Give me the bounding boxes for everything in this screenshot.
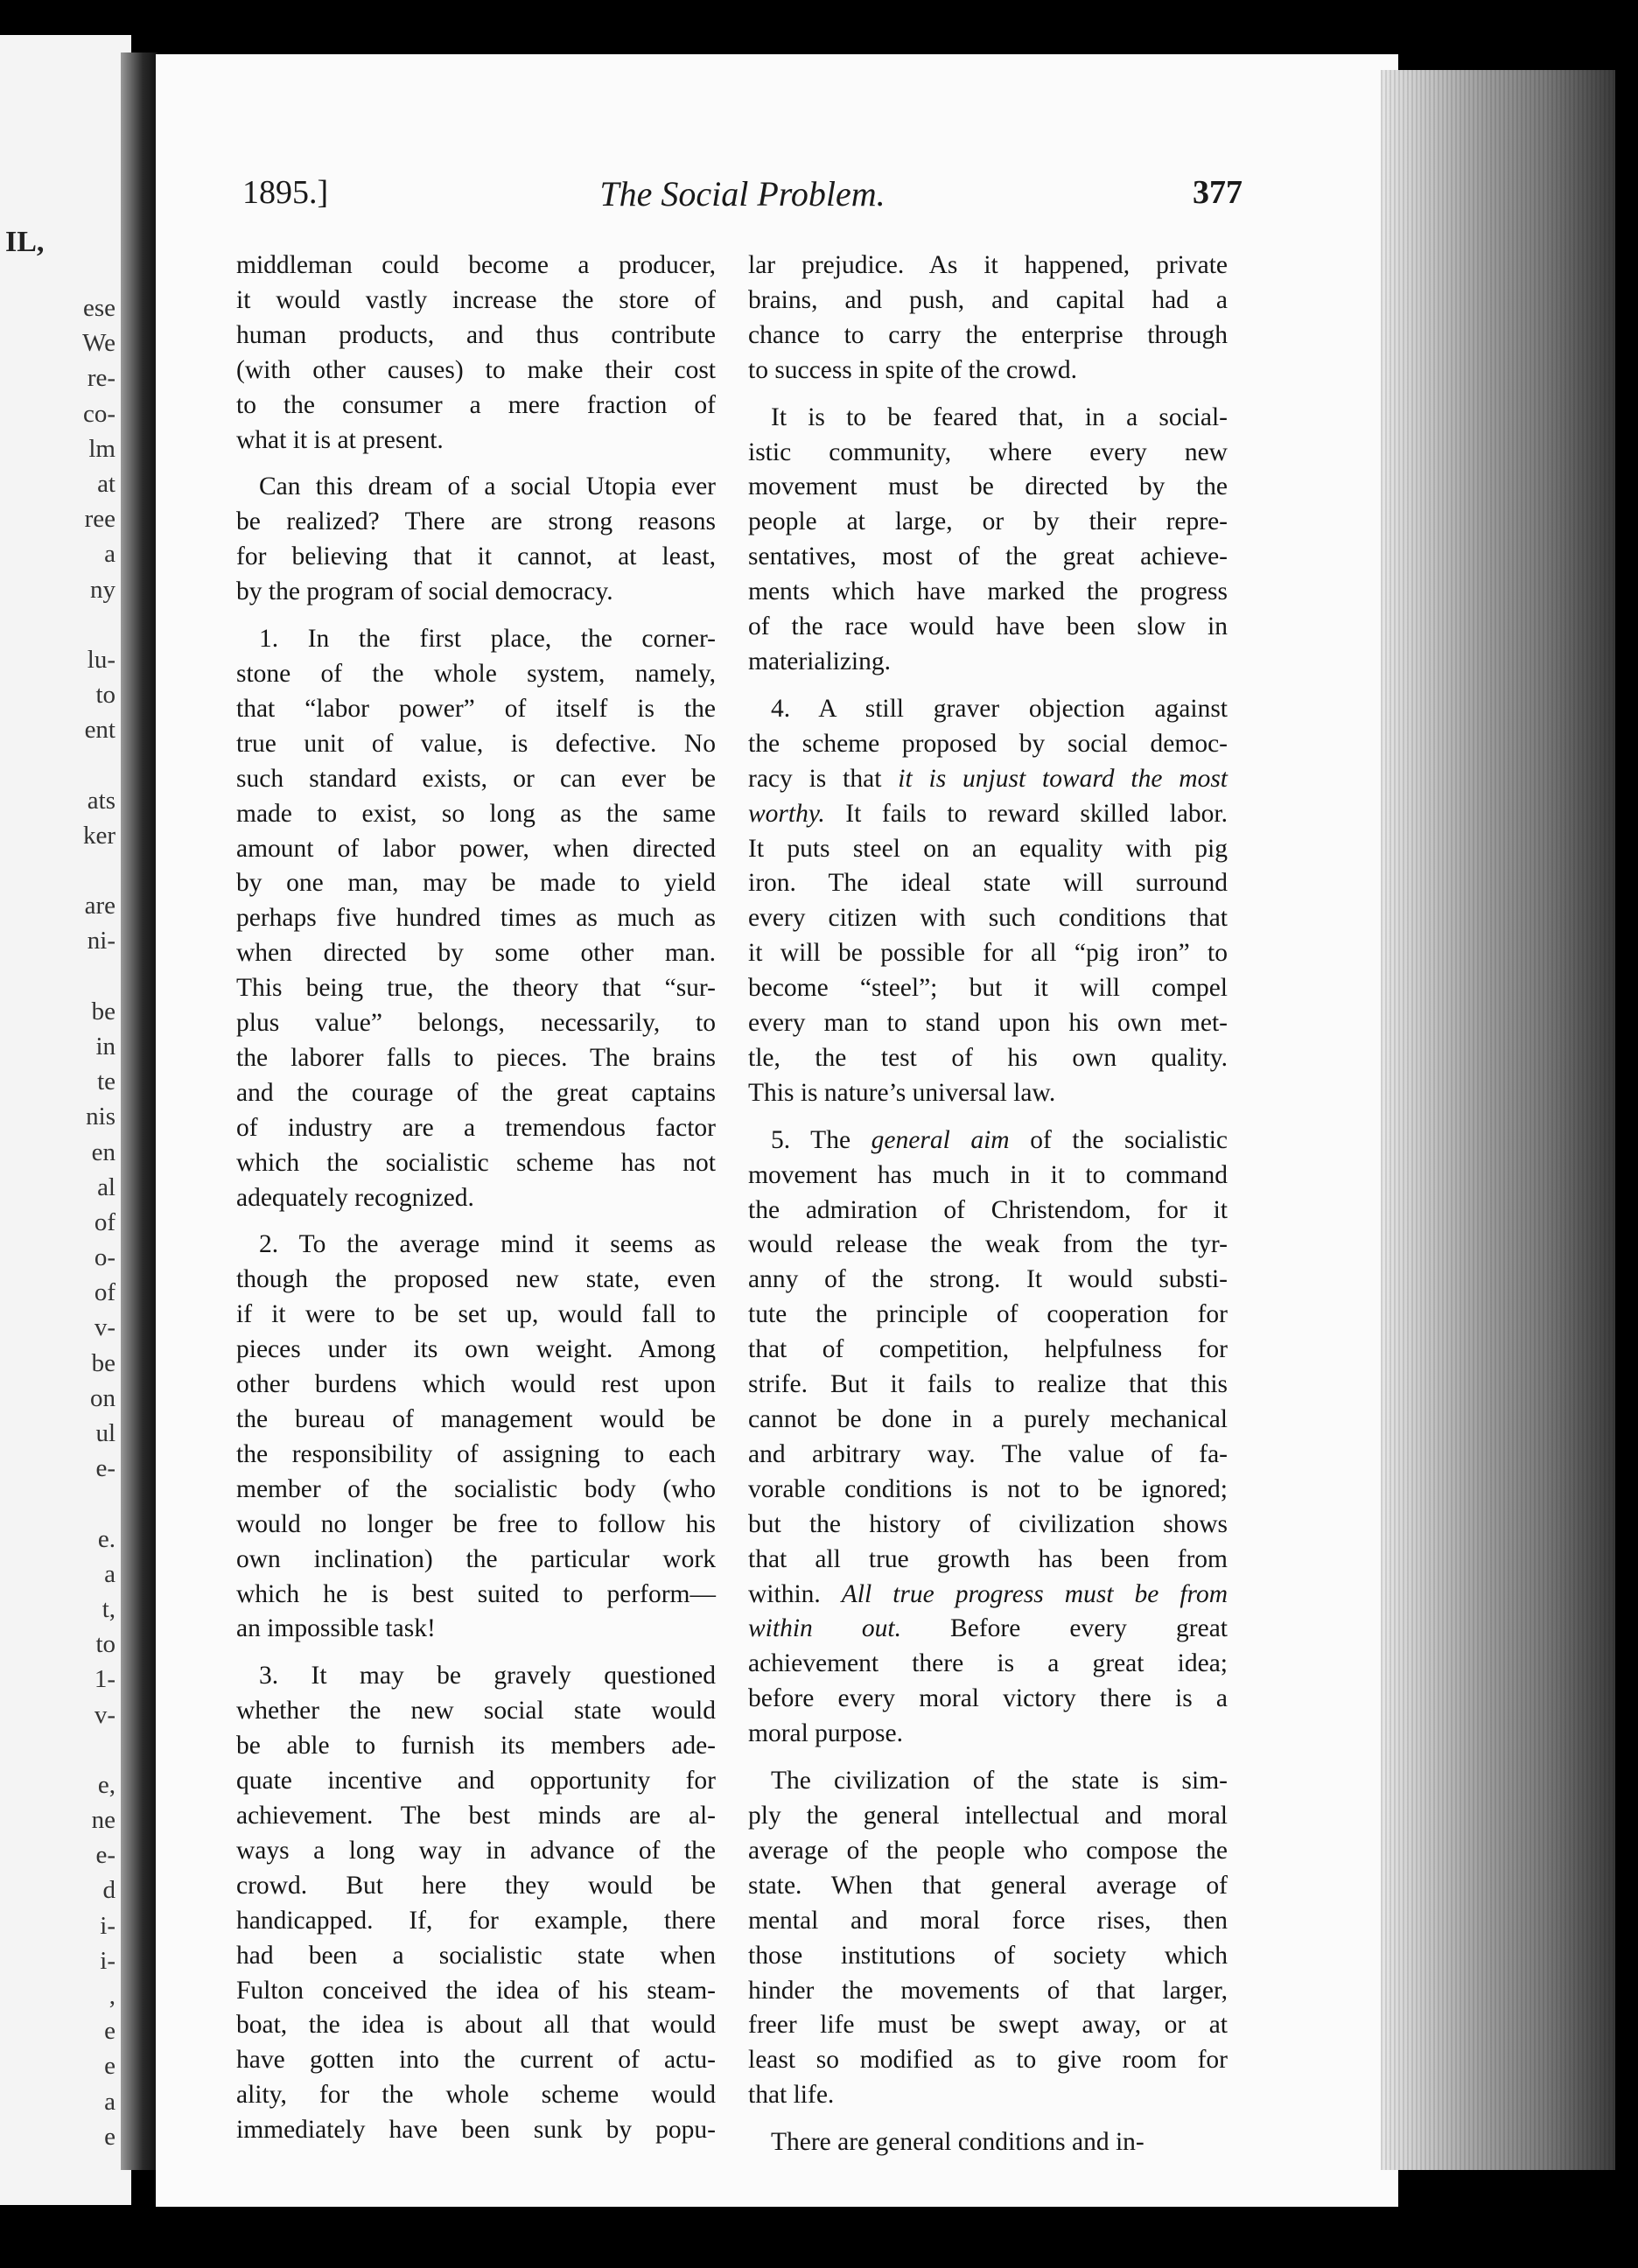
text-line: would no longer be free to follow his <box>236 1509 716 1538</box>
text-line: tle, the test of his own quality. <box>748 1043 1228 1072</box>
text-line: strife. But it fails to realize that this <box>748 1370 1228 1399</box>
text-line: become “steel”; but it will compel <box>748 974 1228 1003</box>
text-line: an impossible task! <box>236 1614 436 1643</box>
text-line: member of the socialistic body (who <box>236 1474 716 1503</box>
previous-page-fragment: ni- <box>87 927 116 956</box>
text-line: racy is that it is unjust toward the most <box>748 764 1228 793</box>
text-line: to the consumer a mere fraction of <box>236 390 716 419</box>
text-line: worthy. It fails to reward skilled labor. <box>748 799 1228 828</box>
text-line: freer life must be swept away, or at <box>748 2011 1228 2040</box>
page-year: 1895.] <box>242 174 329 211</box>
previous-page-fragment: to <box>95 1630 116 1659</box>
previous-page-fragment: ree <box>84 505 116 534</box>
previous-page-fragment: are <box>84 892 116 920</box>
paragraph-civilization <box>748 1764 1228 2113</box>
previous-page-fragment <box>0 1486 116 1521</box>
text-line: achievement there is a great idea; <box>748 1649 1228 1678</box>
text-line: This is nature’s universal law. <box>748 1078 1056 1107</box>
previous-page-fragment: be <box>91 1348 116 1377</box>
text-line: for believing that it cannot, at least, <box>236 542 716 571</box>
text-line: adequately recognized. <box>236 1183 474 1212</box>
text-line: average of the people who compose the <box>748 1836 1228 1865</box>
previous-page-fragment: ne <box>91 1806 116 1835</box>
text-line: that “labor power” of itself is the <box>236 694 716 723</box>
text-line: and arbitrary way. The value of fa- <box>748 1439 1228 1468</box>
text-line: the bureau of management would be <box>236 1405 716 1433</box>
previous-page-fragment: 1- <box>94 1665 116 1694</box>
text-line: 4. A still graver objection against <box>771 694 1228 723</box>
text-line: within out. Before every great <box>748 1614 1228 1643</box>
previous-page-fragment: ker <box>82 821 116 850</box>
previous-page-fragment: ese <box>82 294 116 322</box>
text-line: least so modified as to give room for <box>748 2046 1228 2075</box>
previous-page-fragment: e- <box>95 1841 116 1870</box>
previous-page-fragment: a <box>104 540 116 569</box>
book-gutter <box>121 52 158 2170</box>
text-line: immediately have been sunk by popu- <box>236 2116 716 2145</box>
text-line: by the program of social democracy. <box>236 578 613 606</box>
right-text-column <box>748 248 1228 2160</box>
text-line: handicapped. If, for example, there <box>236 1906 716 1935</box>
previous-page-fragment: lu- <box>87 645 116 674</box>
previous-page-fragment: at <box>97 469 116 498</box>
text-line: istic community, where every new <box>748 438 1228 466</box>
previous-page <box>0 35 131 2205</box>
previous-page-fragment: d <box>102 1876 116 1905</box>
text-line: when directed by some other man. <box>236 939 716 968</box>
text-line: own inclination) the particular work <box>236 1544 716 1573</box>
previous-page-fragment: ats <box>87 786 116 815</box>
emphasis-text: it is unjust toward the most <box>898 764 1228 793</box>
previous-page-fragment <box>0 959 116 994</box>
text-line: would release the weak from the tyr- <box>748 1230 1228 1259</box>
text-line: stone of the whole system, namely, <box>236 659 716 688</box>
text-line: true unit of value, is defective. No <box>236 729 716 758</box>
text-line: movement must be directed by the <box>748 472 1228 501</box>
previous-page-fragment: te <box>97 1068 116 1096</box>
paragraph-general-aim <box>748 1124 1228 1752</box>
text-line: It puts steel on an equality with pig <box>748 834 1228 863</box>
text-line: human products, and thus contribute <box>236 320 716 349</box>
running-title: The Social Problem. <box>599 174 886 214</box>
previous-page-fragment: e <box>104 2052 116 2081</box>
text-line: of industry are a tremendous factor <box>236 1113 716 1142</box>
previous-page-text-fragments <box>0 290 116 2154</box>
text-line: that all true growth has been from <box>748 1544 1228 1573</box>
text-line: made to exist, so long as the same <box>236 799 716 828</box>
paragraph-objection-4 <box>748 692 1228 1111</box>
text-line: ways a long way in advance of the <box>236 1836 716 1865</box>
text-line: the scheme proposed by social democ- <box>748 729 1228 758</box>
text-line: other burdens which would rest upon <box>236 1370 716 1399</box>
previous-page-fragment: re- <box>87 364 116 393</box>
text-line: materializing. <box>748 647 891 676</box>
previous-page-fragment: al <box>97 1172 116 1201</box>
previous-page-fragment: ny <box>90 575 116 604</box>
text-line: which the socialistic scheme has not <box>236 1148 716 1177</box>
previous-page-fragment <box>0 1732 116 1768</box>
previous-page-fragment: , <box>108 1982 116 2010</box>
text-line: chance to carry the enterprise through <box>748 320 1228 349</box>
emphasis-text: general aim <box>871 1125 1010 1154</box>
previous-page-fragment: a <box>104 1559 116 1588</box>
text-line: 5. The general aim of the socialistic <box>771 1125 1228 1154</box>
text-line: plus value” belongs, necessarily, to <box>236 1009 716 1038</box>
previous-page-fragment: in <box>95 1032 116 1060</box>
text-line: if it were to be set up, would fall to <box>236 1300 716 1329</box>
text-line: quate incentive and opportunity for <box>236 1767 716 1796</box>
text-line: sentatives, most of the great achieve- <box>748 542 1228 571</box>
text-line: state. When that general average of <box>748 1871 1228 1900</box>
text-line: brains, and push, and capital had a <box>748 285 1228 314</box>
text-line: that life. <box>748 2081 835 2110</box>
text-line: be able to furnish its members ade- <box>236 1732 716 1760</box>
text-line: iron. The ideal state will surround <box>748 869 1228 898</box>
text-line: lar prejudice. As it happened, private <box>748 251 1228 279</box>
previous-page-fragment: be <box>91 997 116 1026</box>
previous-page-fragment: v- <box>94 1700 116 1729</box>
text-line: This being true, the theory that “sur- <box>236 974 716 1003</box>
emphasis-text: within out. <box>748 1614 901 1643</box>
page-number: 377 <box>1193 174 1242 211</box>
text-line: Fulton conceived the idea of his steam- <box>236 1976 716 2005</box>
text-line: the responsibility of assigning to each <box>236 1439 716 1468</box>
text-line: tute the principle of cooperation for <box>748 1300 1228 1329</box>
paragraph-general-conditions: There are general conditions and in- <box>771 2128 1144 2157</box>
text-line: amount of labor power, when directed <box>236 834 716 863</box>
text-line: perhaps five hundred times as much as <box>236 904 716 933</box>
text-line: what it is at present. <box>236 425 444 454</box>
text-line: by one man, may be made to yield <box>236 869 716 898</box>
text-line: boat, the idea is about all that would <box>236 2011 716 2040</box>
text-line: vorable conditions is not to be ignored; <box>748 1474 1228 1503</box>
previous-page-fragment: to <box>95 681 116 710</box>
text-line: moral purpose. <box>748 1719 903 1748</box>
left-text-column <box>236 248 716 2148</box>
text-line: whether the new social state would <box>236 1697 716 1726</box>
previous-page-fragment: v- <box>94 1313 116 1342</box>
text-line: every citizen with such conditions that <box>748 904 1228 933</box>
text-line: achievement. The best minds are al- <box>236 1801 716 1830</box>
text-line: before every moral victory there is a <box>748 1684 1228 1713</box>
text-line: 3. It may be gravely questioned <box>259 1662 716 1690</box>
emphasis-text: worthy. <box>748 799 825 828</box>
previous-page-fragment <box>0 853 116 888</box>
text-line: such standard exists, or can ever be <box>236 764 716 793</box>
text-line: middleman could become a producer, <box>236 251 716 279</box>
text-line: to success in spite of the crowd. <box>748 355 1078 384</box>
previous-page-fragment: t, <box>102 1594 116 1623</box>
previous-page-fragment: e- <box>95 1454 116 1483</box>
previous-page-fragment: co- <box>82 399 116 428</box>
previous-page-fragment: e. <box>97 1524 116 1553</box>
text-line: hinder the movements of that larger, <box>748 1976 1228 2005</box>
text-line: have gotten into the current of actu- <box>236 2046 716 2075</box>
paragraph-prejudice <box>748 248 1228 388</box>
previous-page-fragment <box>0 607 116 642</box>
text-line: 2. To the average mind it seems as <box>259 1230 716 1259</box>
previous-page-fragment: en <box>91 1138 116 1166</box>
text-line: anny of the strong. It would substi- <box>748 1265 1228 1294</box>
previous-page-fragment: e, <box>97 1770 116 1799</box>
text-line: but the history of civilization shows <box>748 1509 1228 1538</box>
text-line: of the race would have been slow in <box>748 612 1228 641</box>
page-header <box>242 173 1242 217</box>
previous-page-fragment: i- <box>100 1946 116 1975</box>
text-line: (with other causes) to make their cost <box>236 355 716 384</box>
text-line: it will be possible for all “pig iron” to <box>748 939 1228 968</box>
previous-page-fragment: of <box>94 1208 116 1236</box>
text-line: Can this dream of a social Utopia ever <box>259 472 716 501</box>
text-line: that of competition, helpfulness for <box>748 1335 1228 1364</box>
text-line: movement has much in it to command <box>748 1160 1228 1189</box>
text-line: and the courage of the great captains <box>236 1078 716 1107</box>
text-line: it would vastly increase the store of <box>236 285 716 314</box>
previous-page-fragment: o- <box>94 1243 116 1272</box>
previous-page-fragment: i- <box>100 1911 116 1940</box>
text-line: had been a socialistic state when <box>236 1941 716 1970</box>
previous-page-fragment: ul <box>95 1419 116 1447</box>
text-line: the admiration of Christendom, for it <box>748 1195 1228 1224</box>
text-line: crowd. But here they would be <box>236 1871 716 1900</box>
previous-page-running-head: IL, <box>5 226 45 258</box>
previous-page-fragment: e <box>104 2122 116 2151</box>
text-line: which he is best suited to perform— <box>236 1579 716 1608</box>
text-line: ality, for the whole scheme would <box>236 2081 716 2110</box>
previous-page-fragment: lm <box>88 434 116 463</box>
text-line: within. All true progress must be from <box>748 1579 1228 1608</box>
text-line: 1. In the first place, the corner- <box>259 625 716 654</box>
text-line: the laborer falls to pieces. The brains <box>236 1043 716 1072</box>
text-line: every man to stand upon his own met- <box>748 1009 1228 1038</box>
page-edges <box>1381 70 1615 2170</box>
previous-page-fragment: nis <box>86 1102 116 1131</box>
text-line: be realized? There are strong reasons <box>236 508 716 536</box>
previous-page-fragment: a <box>104 2087 116 2116</box>
text-line: It is to be feared that, in a social- <box>771 402 1228 431</box>
text-line: cannot be done in a purely mechanical <box>748 1405 1228 1433</box>
text-line: ply the general intellectual and moral <box>748 1801 1228 1830</box>
previous-page-fragment <box>0 747 116 782</box>
previous-page-fragment: ent <box>84 716 116 745</box>
text-line: though the proposed new state, even <box>236 1265 716 1294</box>
previous-page-fragment: of <box>94 1278 116 1307</box>
text-line: ments which have marked the progress <box>748 578 1228 606</box>
text-line: pieces under its own weight. Among <box>236 1335 716 1364</box>
previous-page-fragment: We <box>82 329 116 358</box>
previous-page-fragment: on <box>90 1383 116 1412</box>
text-line: people at large, or by their repre- <box>748 508 1228 536</box>
previous-page-fragment: e <box>104 2017 116 2046</box>
text-line: mental and moral force rises, then <box>748 1906 1228 1935</box>
text-line: those institutions of society which <box>748 1941 1228 1970</box>
text-line: The civilization of the state is sim- <box>771 1767 1228 1796</box>
paragraph-socialistic-community <box>748 401 1228 680</box>
emphasis-text: All true progress must be from <box>841 1579 1228 1608</box>
